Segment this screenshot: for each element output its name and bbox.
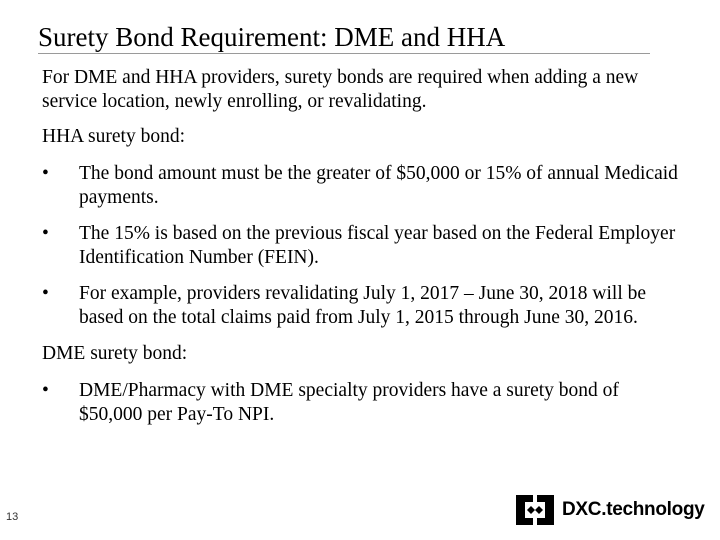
title-divider xyxy=(38,53,650,54)
bullet-text: For example, providers revalidating July 1, 2017 – June 30, 2018 will be based on the total claims paid from July 1, 2015 through June 30, 2016. xyxy=(79,283,647,328)
hha-section-heading: HHA surety bond: xyxy=(42,126,185,147)
bullet-icon: • xyxy=(42,163,49,184)
hha-bullet-list xyxy=(42,162,682,330)
slide-body xyxy=(42,66,682,439)
dme-section-heading: DME surety bond: xyxy=(42,343,188,364)
list-item xyxy=(42,379,682,427)
bullet-text: DME/Pharmacy with DME specialty providers have a surety bond of $50,000 per Pay-To NPI. xyxy=(79,380,619,425)
list-item xyxy=(42,222,682,270)
bullet-icon: • xyxy=(42,380,49,401)
bullet-icon: • xyxy=(42,283,49,304)
logo-wordmark: DXC.technology xyxy=(562,499,705,520)
bullet-text: The 15% is based on the previous fiscal year based on the Federal Employer Identification Number (FEIN). xyxy=(79,223,676,268)
page-number: 13 xyxy=(6,511,19,523)
dxc-logo xyxy=(516,492,705,528)
bullet-text: The bond amount must be the greater of $50,000 or 15% of annual Medicaid payments. xyxy=(79,163,678,208)
dxc-logo-icon xyxy=(516,493,554,527)
bullet-icon: • xyxy=(42,223,49,244)
slide-title: Surety Bond Requirement: DME and HHA xyxy=(38,22,506,52)
intro-paragraph: For DME and HHA providers, surety bonds are required when adding a new service location, newly enrolling, or revalidating. xyxy=(42,67,639,112)
list-item xyxy=(42,162,682,210)
list-item xyxy=(42,282,682,330)
dme-bullet-list xyxy=(42,379,682,427)
